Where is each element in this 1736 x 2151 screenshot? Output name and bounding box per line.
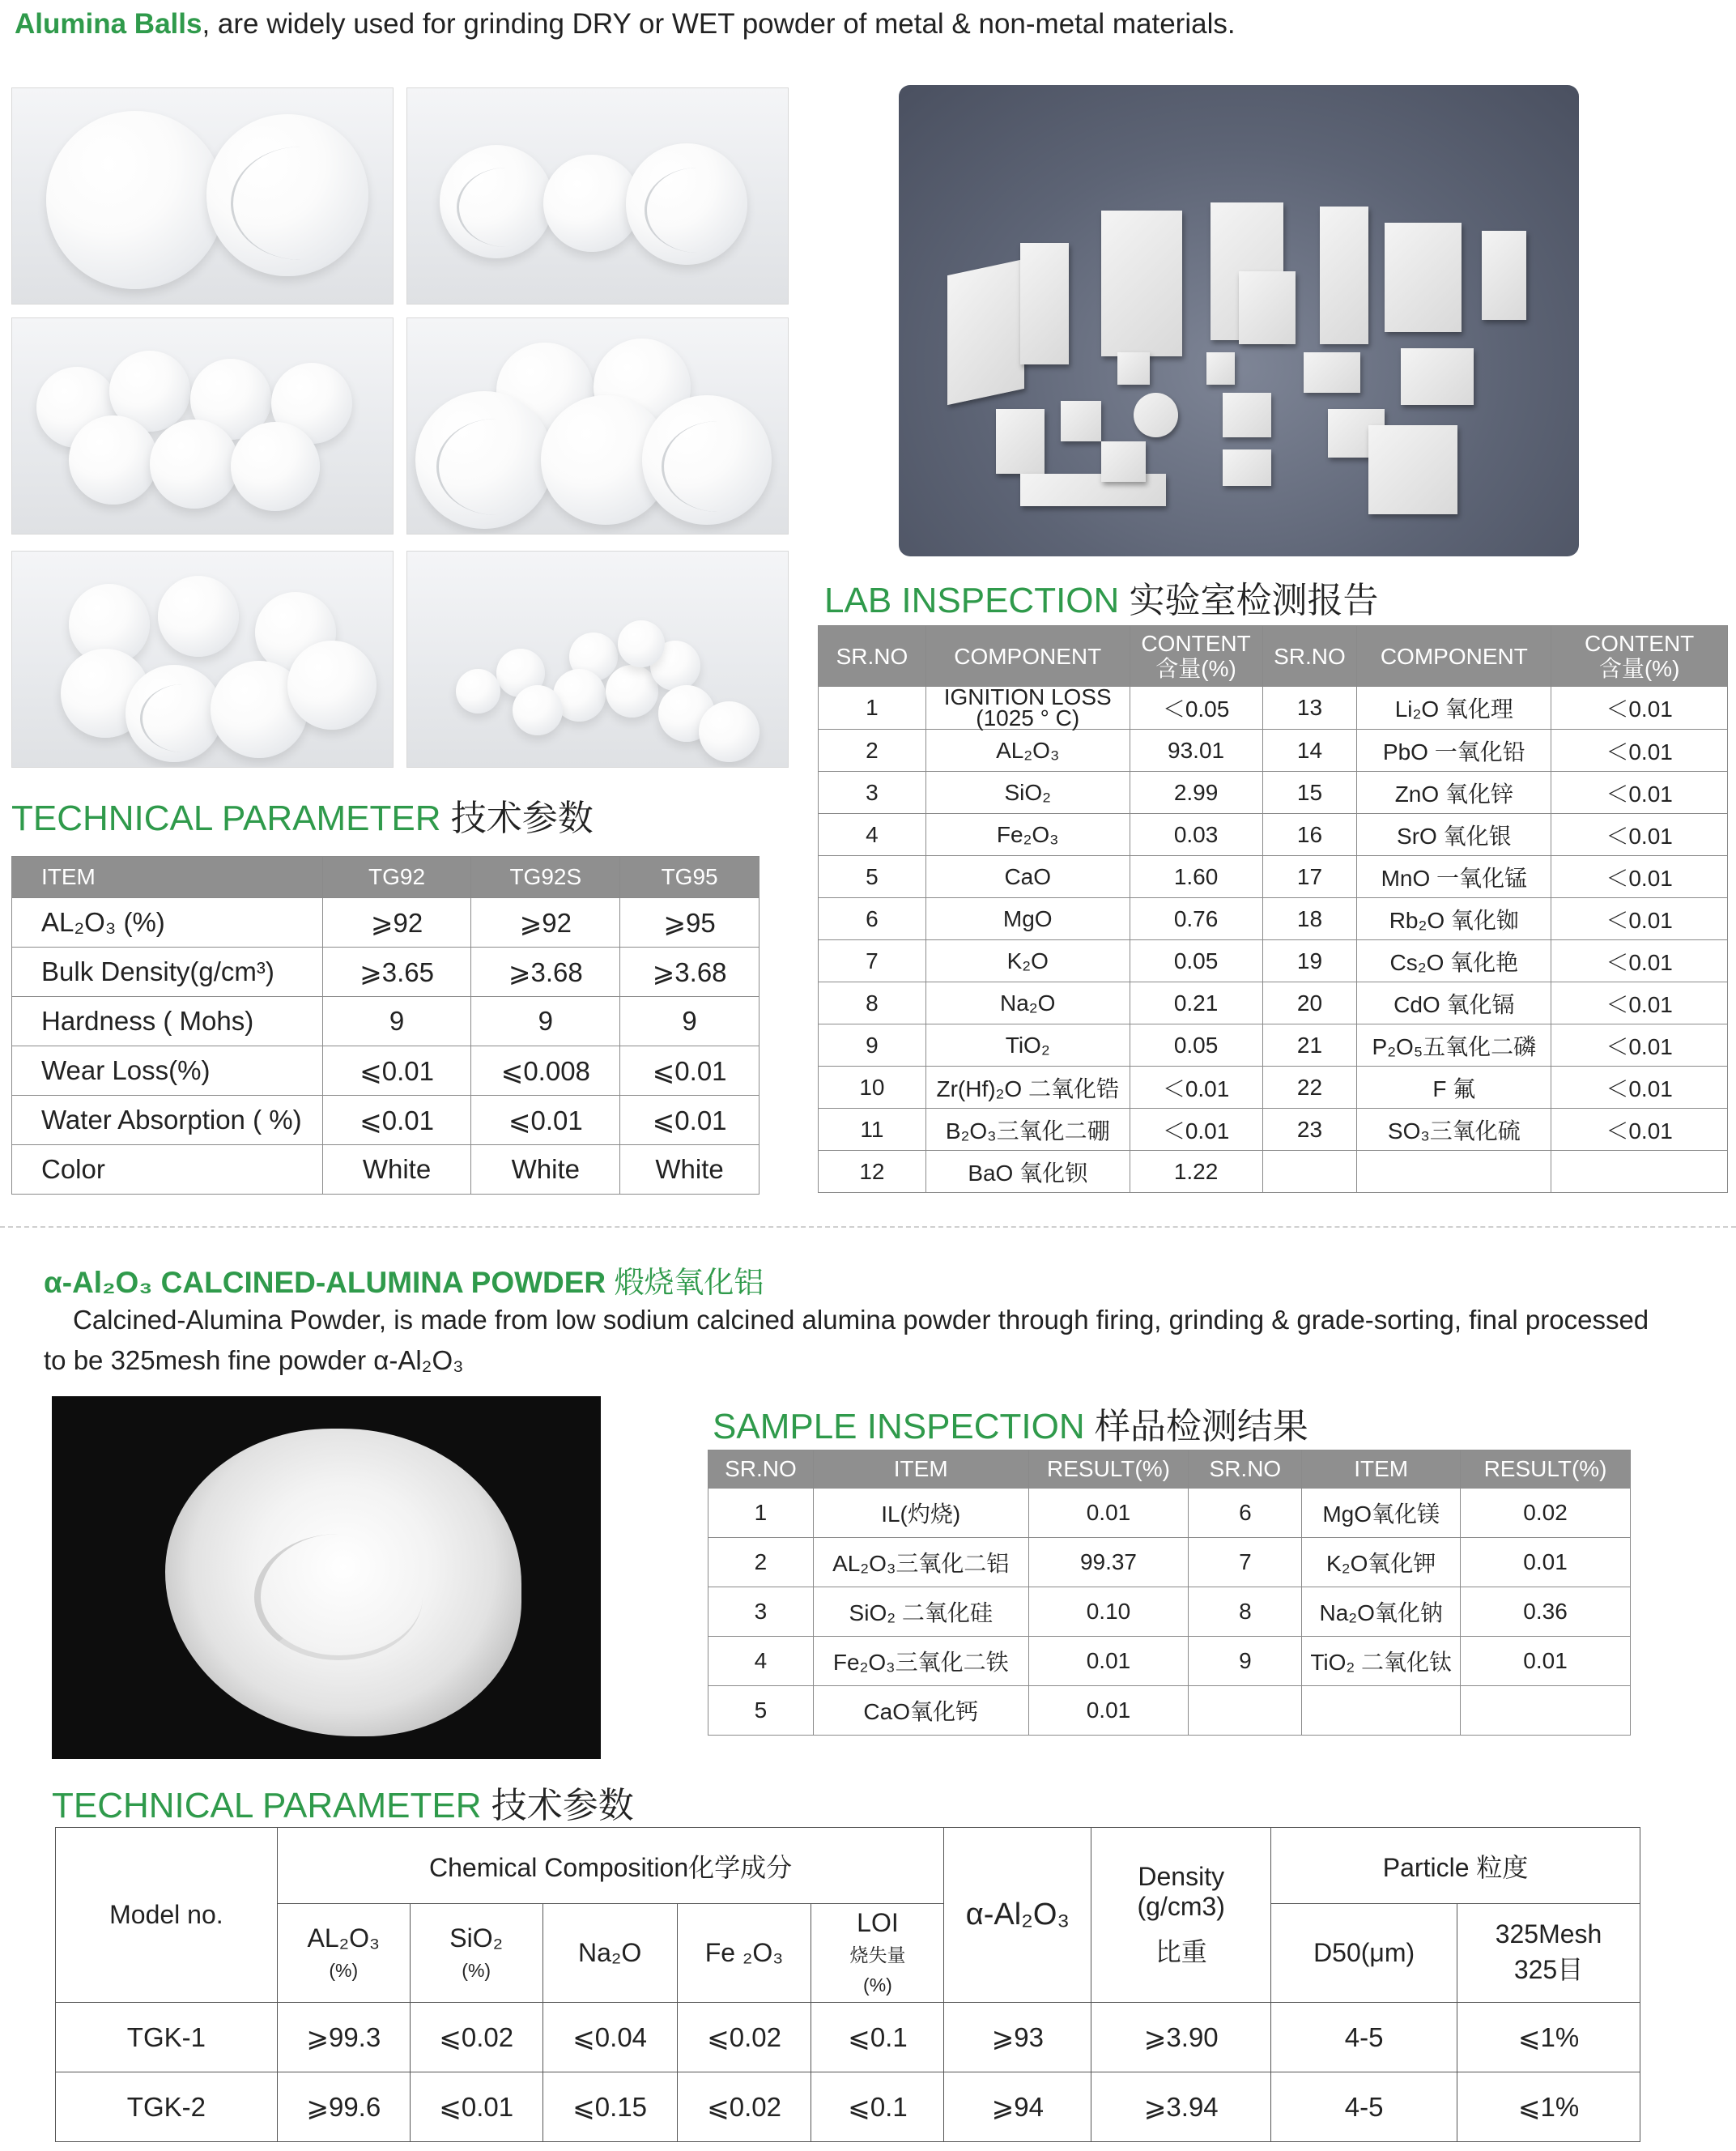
ceramic-block: [1101, 211, 1182, 356]
cell: ⩾95: [620, 898, 760, 948]
loi-label: LOI: [857, 1908, 899, 1937]
content-label: CONTENT: [1141, 631, 1251, 656]
table-row: [819, 940, 1728, 982]
table-row: [819, 1151, 1728, 1193]
ball: [513, 685, 563, 735]
cell: 0.76: [1130, 898, 1262, 940]
content-label: CONTENT: [1584, 631, 1695, 656]
cell: ⩾93: [944, 2003, 1091, 2072]
cell: 6: [1189, 1489, 1302, 1538]
ceramic-block: [1368, 425, 1457, 514]
ceramic-block: [1101, 441, 1146, 482]
cell: 8: [819, 982, 926, 1024]
cell: 2.99: [1130, 772, 1262, 814]
cell: 9: [322, 997, 471, 1046]
col-header: RESULT(%): [1461, 1450, 1631, 1489]
cell: 11: [819, 1109, 926, 1151]
cell: P₂O₅五氧化二磷: [1357, 1024, 1551, 1067]
col-header: ITEM: [1302, 1450, 1461, 1489]
particle-header: Particle 粒度: [1271, 1828, 1640, 1904]
row-label: Water Absorption ( %): [12, 1096, 323, 1145]
cell: BaO 氧化钡: [925, 1151, 1130, 1193]
d50-header: D50(μm): [1271, 1904, 1457, 2003]
cell: ⩾94: [944, 2072, 1091, 2142]
table-row: [12, 898, 760, 948]
tech1-title-cn: 技术参数: [450, 799, 594, 838]
table-row: [12, 1046, 760, 1096]
ball: [231, 422, 320, 511]
cell: ＜0.01: [1551, 772, 1728, 814]
pct-label: (%): [863, 1974, 892, 1996]
cell: ⩾99.3: [277, 2003, 410, 2072]
col-header: COMPONENT: [925, 626, 1130, 687]
cell: 13: [1262, 687, 1357, 730]
cell: F 氟: [1357, 1067, 1551, 1109]
cell: SO₃三氧化硫: [1357, 1109, 1551, 1151]
cell: MnO 一氧化锰: [1357, 856, 1551, 898]
ball: [415, 391, 553, 529]
al2o3-label: AL₂O₃: [307, 1923, 380, 1953]
chem-composition-header: Chemical Composition化学成分: [277, 1828, 944, 1904]
cell: 10: [819, 1067, 926, 1109]
sample-title-en: SAMPLE INSPECTION: [713, 1407, 1085, 1446]
table-row: [708, 1686, 1631, 1736]
table-row: [708, 1538, 1631, 1587]
cell: 2: [708, 1538, 814, 1587]
content-label-cn: 含量(%): [1598, 656, 1680, 681]
ball: [626, 143, 747, 265]
cell: White: [322, 1145, 471, 1195]
density-label: Density: [1138, 1861, 1225, 1891]
ball: [699, 701, 760, 762]
cell: ＜0.01: [1551, 814, 1728, 856]
cell: 4-5: [1271, 2003, 1457, 2072]
lab-title: [824, 571, 1379, 623]
tech2-title-cn: 技术参数: [491, 1786, 634, 1825]
cell: 0.03: [1130, 814, 1262, 856]
ball: [206, 114, 368, 276]
cell: 0.36: [1461, 1587, 1631, 1637]
ball-photo-3: [11, 317, 394, 535]
cell: 0.01: [1028, 1686, 1189, 1736]
powder-swirl: [254, 1534, 423, 1660]
cell: ⩽0.01: [322, 1046, 471, 1096]
lab-title-cn: 实验室检测报告: [1129, 581, 1379, 620]
tech2-table: [55, 1827, 1640, 2142]
cell: ＜0.01: [1551, 1024, 1728, 1067]
col-header: [1551, 626, 1728, 687]
cell: 0.10: [1028, 1587, 1189, 1637]
powder-title: [44, 1258, 764, 1301]
tech1-title: [11, 789, 594, 841]
cell: 0.02: [1461, 1489, 1631, 1538]
sample-title-cn: 样品检测结果: [1094, 1407, 1308, 1446]
cell: 22: [1262, 1067, 1357, 1109]
cell: 9: [620, 997, 760, 1046]
cell: Na₂O氧化钠: [1302, 1587, 1461, 1637]
powder-title-cn: 煅烧氧化铝: [614, 1266, 764, 1299]
cell: ＜0.01: [1130, 1109, 1262, 1151]
cell: 7: [819, 940, 926, 982]
lab-table: [818, 625, 1728, 1193]
cell: TiO₂: [925, 1024, 1130, 1067]
ball: [287, 641, 377, 730]
cell: Li₂O 氧化理: [1357, 687, 1551, 730]
pct-label: (%): [329, 1959, 359, 1981]
col-header: ITEM: [813, 1450, 1028, 1489]
cell: B₂O₃三氧化二硼: [925, 1109, 1130, 1151]
col-header: SR.NO: [819, 626, 926, 687]
sample-title: [713, 1397, 1308, 1449]
ignition-loss-label: IGNITION LOSS: [943, 684, 1112, 709]
cell: 3: [708, 1587, 814, 1637]
ball-photo-5: [11, 551, 394, 768]
sio2-header: [410, 1904, 542, 2003]
table-header-row: [708, 1450, 1631, 1489]
ceramic-block: [1385, 223, 1462, 332]
cell: 15: [1262, 772, 1357, 814]
table-header-row: [819, 626, 1728, 687]
col-header: TG92S: [471, 857, 620, 898]
cell: Zr(Hf)₂O 二氧化锆: [925, 1067, 1130, 1109]
table-header-row: [12, 857, 760, 898]
cell: SiO₂ 二氧化硅: [813, 1587, 1028, 1637]
col-header: ITEM: [12, 857, 323, 898]
ball: [158, 576, 239, 657]
cell: TGK-2: [56, 2072, 278, 2142]
table-row: [708, 1489, 1631, 1538]
ceramic-block: [1134, 393, 1178, 437]
cell: Cs₂O 氧化艳: [1357, 940, 1551, 982]
cell: 20: [1262, 982, 1357, 1024]
ceramic-block: [1223, 449, 1271, 486]
cell: 19: [1262, 940, 1357, 982]
cell: ＜0.01: [1551, 730, 1728, 772]
intro-line: [15, 8, 1236, 40]
table-row: [819, 856, 1728, 898]
cell: ⩾3.68: [471, 948, 620, 997]
cell: 1: [708, 1489, 814, 1538]
cell: ＜0.01: [1551, 982, 1728, 1024]
ignition-loss-temp: (1025 ° C): [976, 705, 1080, 730]
cell: 0.05: [1130, 1024, 1262, 1067]
density-label-cn: 比重: [1155, 1936, 1207, 1966]
table-row: [12, 948, 760, 997]
pct-label: (%): [462, 1959, 491, 1981]
cell: [1551, 1151, 1728, 1193]
table-row: [819, 982, 1728, 1024]
cell: 1.60: [1130, 856, 1262, 898]
ceramic-block: [996, 409, 1045, 474]
table-row: [708, 1587, 1631, 1637]
ceramic-block: [1320, 207, 1368, 344]
cell: ＜0.01: [1551, 687, 1728, 730]
cell: [1461, 1686, 1631, 1736]
table-row: [819, 1109, 1728, 1151]
model-header: Model no.: [56, 1828, 278, 2003]
cell: ⩽0.008: [471, 1046, 620, 1096]
intro-brand: Alumina Balls: [15, 8, 202, 40]
ceramic-block: [1206, 352, 1235, 385]
na2o-header: Na₂O: [542, 1904, 677, 2003]
cell: SiO₂: [925, 772, 1130, 814]
cell: ⩽0.02: [677, 2003, 811, 2072]
cell: ＜0.01: [1130, 1067, 1262, 1109]
ceramic-block: [1223, 393, 1271, 437]
cell: 2: [819, 730, 926, 772]
cell: MgO: [925, 898, 1130, 940]
cell: 9: [1189, 1637, 1302, 1686]
cell: 7: [1189, 1538, 1302, 1587]
cell: ⩽0.1: [811, 2072, 944, 2142]
al2o3-header: [277, 1904, 410, 2003]
cell: 1: [819, 687, 926, 730]
col-header: SR.NO: [1262, 626, 1357, 687]
ball: [606, 665, 658, 718]
col-header: RESULT(%): [1028, 1450, 1189, 1489]
cell: ⩾3.68: [620, 948, 760, 997]
table-header-row: [56, 1828, 1640, 1904]
ball-photo-1: [11, 87, 394, 305]
loi-header: [811, 1904, 944, 2003]
cell: Rb₂O 氧化铷: [1357, 898, 1551, 940]
powder-title-en: α-Al₂O₃ CALCINED-ALUMINA POWDER: [44, 1266, 606, 1299]
cell: ⩽1%: [1457, 2003, 1640, 2072]
ceramic-parts-photo: [899, 85, 1579, 556]
cell: ＜0.05: [1130, 687, 1262, 730]
ceramic-block: [1401, 348, 1474, 405]
table-row: [819, 730, 1728, 772]
cell: White: [620, 1145, 760, 1195]
cell: ⩽0.02: [410, 2003, 542, 2072]
table-row: [819, 898, 1728, 940]
cell: 1.22: [1130, 1151, 1262, 1193]
cell: ⩽0.1: [811, 2003, 944, 2072]
density-header: [1091, 1828, 1271, 2003]
cell: ⩽0.01: [322, 1096, 471, 1145]
cell: Na₂O: [925, 982, 1130, 1024]
cell: 4-5: [1271, 2072, 1457, 2142]
cell: 12: [819, 1151, 926, 1193]
cell: 4: [819, 814, 926, 856]
ball: [126, 665, 223, 762]
tech2-title-en: TECHNICAL PARAMETER: [52, 1786, 482, 1825]
cell: ⩽0.01: [620, 1096, 760, 1145]
cell: [1357, 1151, 1551, 1193]
row-label: Color: [12, 1145, 323, 1195]
cell: SrO 氧化银: [1357, 814, 1551, 856]
cell: CaO: [925, 856, 1130, 898]
col-header: SR.NO: [708, 1450, 814, 1489]
cell: ⩽0.15: [542, 2072, 677, 2142]
cell: [1302, 1686, 1461, 1736]
cell: 16: [1262, 814, 1357, 856]
cell: 23: [1262, 1109, 1357, 1151]
table-row: [56, 2003, 1640, 2072]
table-row: [819, 1067, 1728, 1109]
cell: ZnO 氧化锌: [1357, 772, 1551, 814]
table-row: [819, 687, 1728, 730]
density-unit: (g/cm3): [1137, 1891, 1225, 1921]
ball: [642, 395, 772, 525]
cell: ⩽0.01: [471, 1096, 620, 1145]
cell: ＜0.01: [1551, 1067, 1728, 1109]
cell: AL₂O₃三氧化二铝: [813, 1538, 1028, 1587]
loi-label-cn: 烧失量: [849, 1944, 906, 1966]
ball: [46, 111, 224, 289]
cell: ＜0.01: [1551, 856, 1728, 898]
table-row: [708, 1637, 1631, 1686]
col-header: COMPONENT: [1357, 626, 1551, 687]
mesh-label: 325Mesh: [1495, 1919, 1602, 1949]
powder-desc-line2: to be 325mesh fine powder α-Al₂O₃: [44, 1345, 464, 1375]
cell: ⩾99.6: [277, 2072, 410, 2142]
row-label: Wear Loss(%): [12, 1046, 323, 1096]
table-row: [12, 1145, 760, 1195]
cell: ⩽0.01: [410, 2072, 542, 2142]
ceramic-block: [1482, 231, 1526, 320]
sio2-label: SiO₂: [449, 1923, 504, 1953]
ceramic-block: [1304, 352, 1360, 393]
table-row: [56, 2072, 1640, 2142]
row-label: Bulk Density(g/cm³): [12, 948, 323, 997]
cell: AL₂O₃: [925, 730, 1130, 772]
cell: 4: [708, 1637, 814, 1686]
ball-photo-6: [406, 551, 789, 768]
cell: 0.01: [1028, 1637, 1189, 1686]
row-label: AL₂O₃ (%): [12, 898, 323, 948]
cell: 9: [819, 1024, 926, 1067]
cell: 5: [819, 856, 926, 898]
col-header: TG95: [620, 857, 760, 898]
cell: [1262, 1151, 1357, 1193]
cell: 93.01: [1130, 730, 1262, 772]
col-header: TG92: [322, 857, 471, 898]
cell: ⩽0.02: [677, 2072, 811, 2142]
cell: 99.37: [1028, 1538, 1189, 1587]
ball: [456, 669, 500, 713]
cell: 8: [1189, 1587, 1302, 1637]
ball: [150, 420, 239, 509]
cell: Fe₂O₃: [925, 814, 1130, 856]
cell: ⩽0.01: [620, 1046, 760, 1096]
cell: [1189, 1686, 1302, 1736]
ceramic-block: [1117, 352, 1150, 385]
cell: 17: [1262, 856, 1357, 898]
cell: ＜0.01: [1551, 940, 1728, 982]
ball: [440, 145, 553, 258]
cell: ＜0.01: [1551, 898, 1728, 940]
cell: ⩾92: [471, 898, 620, 948]
ceramic-block: [1239, 271, 1296, 344]
cell: K₂O氧化钾: [1302, 1538, 1461, 1587]
cell: K₂O: [925, 940, 1130, 982]
content-label-cn: 含量(%): [1155, 656, 1236, 681]
powder-photo: [52, 1396, 601, 1759]
row-label: Hardness ( Mohs): [12, 997, 323, 1046]
powder-desc-line1: Calcined-Alumina Powder, is made from low sodium calcined alumina powder through firing, grinding & grade-sorting, final processed: [73, 1305, 1649, 1335]
table-row: [819, 814, 1728, 856]
cell: ⩾92: [322, 898, 471, 948]
cell: ⩽0.04: [542, 2003, 677, 2072]
cell: 9: [471, 997, 620, 1046]
cell: CdO 氧化镉: [1357, 982, 1551, 1024]
alpha-header: α-Al₂O₃: [944, 1828, 1091, 2003]
cell: 3: [819, 772, 926, 814]
powder-description: [44, 1300, 1712, 1381]
cell: 0.05: [1130, 940, 1262, 982]
ceramic-block: [947, 259, 1024, 405]
ball: [69, 415, 158, 505]
fe2o3-header: Fe ₂O₃: [677, 1904, 811, 2003]
cell: IL(灼烧): [813, 1489, 1028, 1538]
cell: Fe₂O₃三氧化二铁: [813, 1637, 1028, 1686]
cell: 6: [819, 898, 926, 940]
mesh-label-cn: 325目: [1513, 1955, 1584, 1984]
tech1-title-en: TECHNICAL PARAMETER: [11, 799, 441, 838]
cell: [925, 684, 1130, 730]
cell: 18: [1262, 898, 1357, 940]
cell: 14: [1262, 730, 1357, 772]
cell: ＜0.01: [1551, 1109, 1728, 1151]
table-row: [12, 997, 760, 1046]
cell: TiO₂ 二氧化钛: [1302, 1637, 1461, 1686]
table-row: [819, 1024, 1728, 1067]
cell: TGK-1: [56, 2003, 278, 2072]
cell: White: [471, 1145, 620, 1195]
cell: 0.21: [1130, 982, 1262, 1024]
section-divider: [0, 1226, 1736, 1228]
cell: ⩾3.65: [322, 948, 471, 997]
tech1-table: [11, 856, 760, 1195]
table-row: [12, 1096, 760, 1145]
table-row: [819, 772, 1728, 814]
cell: 5: [708, 1686, 814, 1736]
cell: ⩽1%: [1457, 2072, 1640, 2142]
cell: 0.01: [1461, 1538, 1631, 1587]
ball-photo-4: [406, 317, 789, 535]
intro-text: , are widely used for grinding DRY or WET powder of metal & non-metal materials.: [202, 8, 1236, 40]
ball-photo-2: [406, 87, 789, 305]
cell: MgO氧化镁: [1302, 1489, 1461, 1538]
ceramic-block: [1061, 401, 1101, 441]
cell: ⩾3.90: [1091, 2003, 1271, 2072]
cell: PbO 一氧化铅: [1357, 730, 1551, 772]
lab-title-en: LAB INSPECTION: [824, 581, 1120, 620]
table-subheader-row: [56, 1904, 1640, 2003]
cell: 0.01: [1028, 1489, 1189, 1538]
mesh-header: [1457, 1904, 1640, 2003]
tech2-title: [52, 1776, 634, 1828]
ceramic-block: [1020, 243, 1069, 364]
cell: ⩾3.94: [1091, 2072, 1271, 2142]
sample-table: [708, 1450, 1631, 1736]
cell: 0.01: [1461, 1637, 1631, 1686]
cell: 21: [1262, 1024, 1357, 1067]
col-header: SR.NO: [1189, 1450, 1302, 1489]
cell: CaO氧化钙: [813, 1686, 1028, 1736]
ball: [618, 620, 665, 667]
col-header: [1130, 626, 1262, 687]
